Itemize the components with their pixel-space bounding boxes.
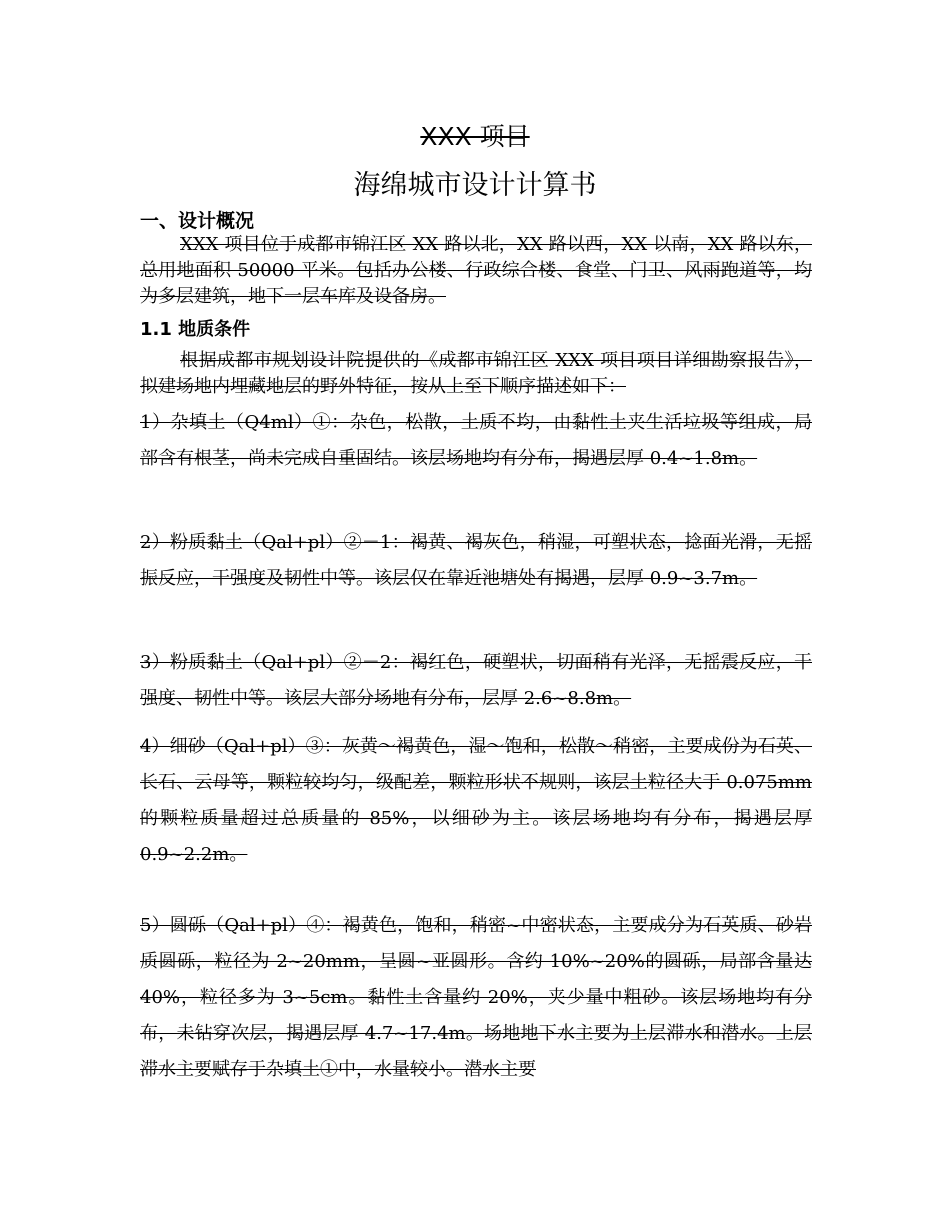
document-title: 海绵城市设计计算书 — [353, 170, 597, 201]
layer-item: 1）杂填土（Q4ml）①：杂色，松散，土质不均，由黏性土夹生活垃圾等组成，局部含有根茎，尚未完成自重固结。该层场地均有分布，揭遇层厚 0.4~1.8m。 — [140, 412, 812, 469]
overview-paragraph: XXX 项目位于成都市锦江区 XX 路以北，XX 路以西，XX 以南，XX 路以东，总用地面积 50000 平米。包括办公楼、行政综合楼、食堂、门卫、风雨跑道等，均为多层建筑，地下一层车库及设备房。 — [140, 234, 812, 307]
layer-item: 5）圆砾（Qal+pl）④：褐黄色，饱和，稍密~中密状态，主要成分为石英质、砂岩质圆砾，粒径为 2~20mm，呈圆~亚圆形。含约 10%~20%的圆砾，局部含量达 40%，粒径多为 3~5cm。黏性土含量约 20%，夹少量中粗砂。该层场地均有分布，未钻穿次层，揭遇层厚 4.7~17.4m。场地地下水主要为上层滞水和潜水。上层滞水主要赋存于杂填土①中，水量较小。潜水主要 — [140, 915, 812, 1080]
layer-item: 3）粉质黏土（Qal+pl）②－2：褐红色，硬塑状，切面稍有光泽，无摇震反应，干强度、韧性中等。该层大部分场地有分布，层厚 2.6~8.8m。 — [140, 652, 812, 709]
section-heading-geology: 1.1 地质条件 — [140, 319, 251, 340]
project-title: XXX 项目 — [420, 122, 530, 151]
section-heading-overview: 一、设计概况 — [140, 210, 255, 232]
layer-item: 2）粉质黏土（Qal+pl）②－1：褐黄、褐灰色，稍湿，可塑状态，捻面光滑，无摇振反应，干强度及韧性中等。该层仅在靠近池塘处有揭遇，层厚 0.9~3.7m。 — [140, 532, 812, 589]
geology-intro-paragraph: 根据成都市规划设计院提供的《成都市锦江区 XXX 项目项目详细勘察报告》，拟建场地内埋藏地层的野外特征，按从上至下顺序描述如下： — [140, 350, 812, 397]
layer-item: 4）细砂（Qal+pl）③：灰黄～褐黄色，湿～饱和，松散～稍密，主要成份为石英、长石、云母等，颗粒较均匀，级配差，颗粒形状不规则，该层土粒径大于 0.075mm 的颗粒质量超过总质量的 85%，以细砂为主。该层场地均有分布，揭遇层厚 0.9~2.2m。 — [140, 736, 812, 865]
